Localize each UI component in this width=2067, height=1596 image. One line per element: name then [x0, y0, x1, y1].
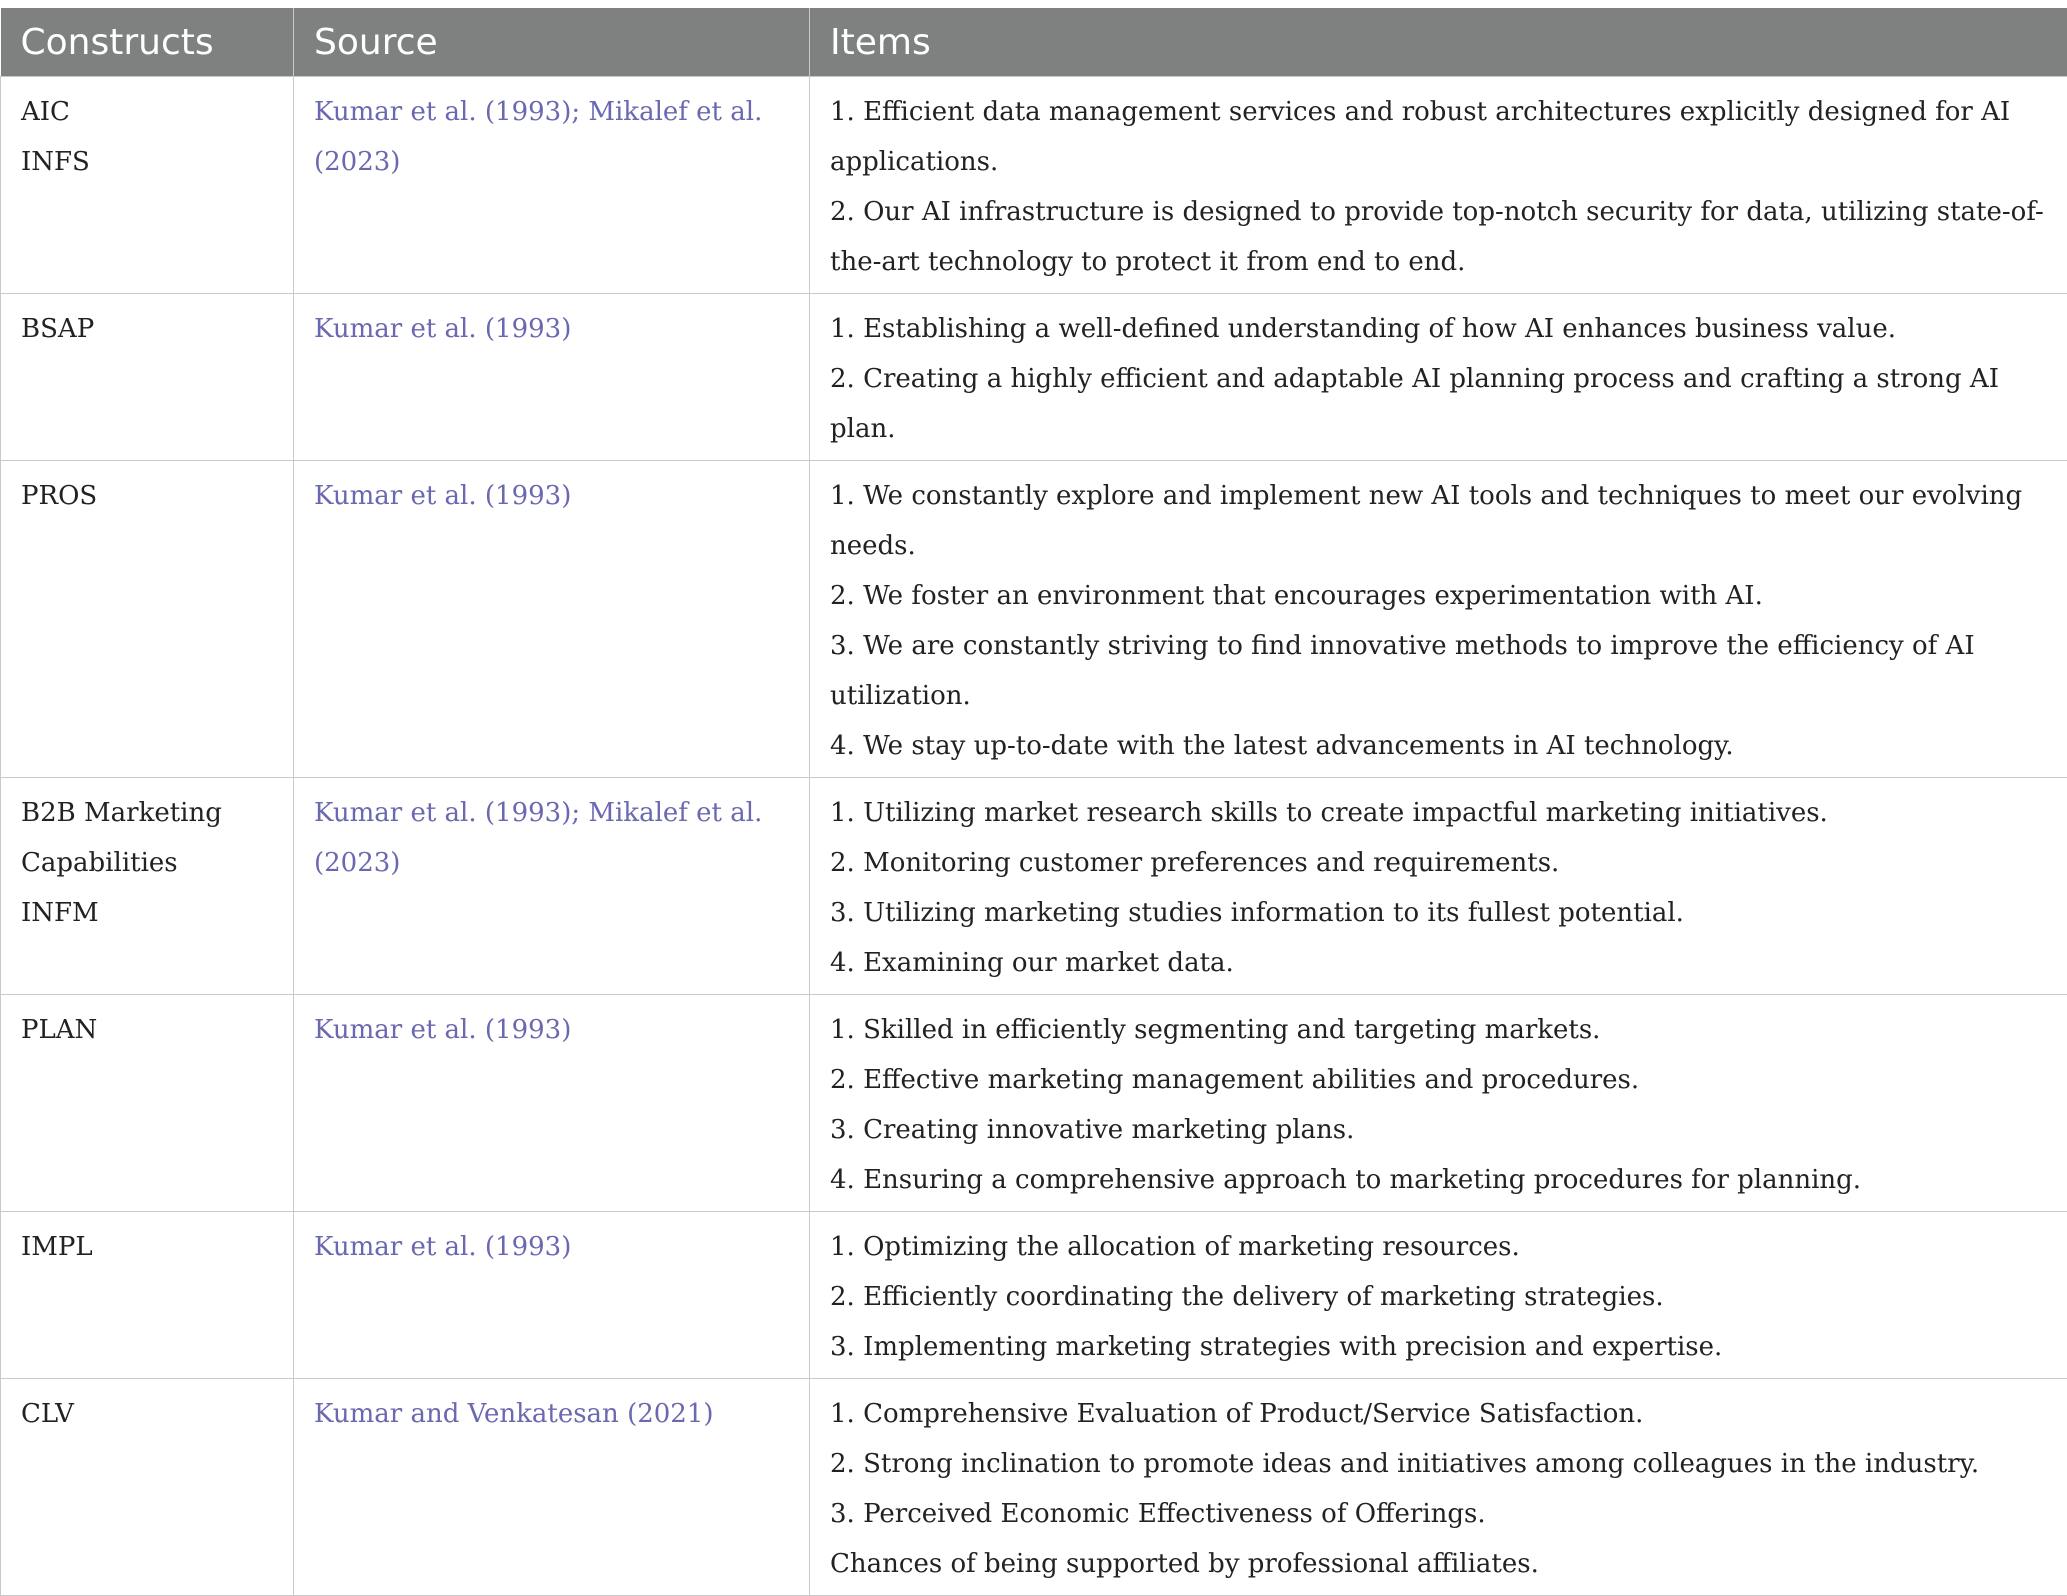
item-text: 3. Perceived Economic Effectiveness of Offerings. [830, 1489, 2047, 1539]
source-link[interactable]: Kumar et al. (1993) [314, 1015, 571, 1045]
source-cell [294, 1379, 810, 1596]
construct-cell [1, 461, 294, 778]
table-row [1, 1212, 2067, 1379]
source-link[interactable]: Kumar et al. (1993) [314, 314, 571, 344]
construct-label: AIC [21, 87, 273, 137]
source-link[interactable]: Kumar and Venkatesan (2021) [314, 1399, 714, 1429]
construct-cell [1, 294, 294, 461]
item-text: 2. Effective marketing management abilities and procedures. [830, 1055, 2047, 1105]
construct-label: PROS [21, 471, 273, 521]
item-text: 1. Optimizing the allocation of marketing resources. [830, 1222, 2047, 1272]
item-text: 4. Ensuring a comprehensive approach to marketing procedures for planning. [830, 1155, 2047, 1205]
table-row [1, 294, 2067, 461]
source-link[interactable]: Kumar et al. (1993) [314, 1232, 571, 1262]
source-cell [294, 1212, 810, 1379]
item-text: 1. We constantly explore and implement new AI tools and techniques to meet our evolving needs. [830, 471, 2047, 571]
construct-label: Capabilities [21, 838, 273, 888]
constructs-table [0, 8, 2067, 1596]
item-text: 3. Implementing marketing strategies with precision and expertise. [830, 1322, 2047, 1372]
item-text: 3. We are constantly striving to find innovative methods to improve the efficiency of AI utilization. [830, 621, 2047, 721]
item-text: 1. Efficient data management services and robust architectures explicitly designed for AI applications. [830, 87, 2047, 187]
construct-label: CLV [21, 1389, 273, 1439]
source-cell [294, 461, 810, 778]
item-text: 3. Utilizing marketing studies information to its fullest potential. [830, 888, 2047, 938]
items-cell [810, 1212, 2067, 1379]
construct-cell [1, 77, 294, 294]
construct-label: B2B Marketing [21, 788, 273, 838]
item-text: 2. Efficiently coordinating the delivery of marketing strategies. [830, 1272, 2047, 1322]
item-text: 4. Examining our market data. [830, 938, 2047, 988]
construct-cell [1, 995, 294, 1212]
construct-label: IMPL [21, 1222, 273, 1272]
item-text: 2. Creating a highly efficient and adaptable AI planning process and crafting a strong AI plan. [830, 354, 2047, 454]
item-text: 2. Strong inclination to promote ideas and initiatives among colleagues in the industry. [830, 1439, 2047, 1489]
items-cell [810, 1379, 2067, 1596]
header-row [1, 8, 2067, 77]
construct-label: INFM [21, 888, 273, 938]
item-text: 1. Skilled in efficiently segmenting and targeting markets. [830, 1005, 2047, 1055]
table-row [1, 1379, 2067, 1596]
table-row [1, 77, 2067, 294]
item-text: 1. Establishing a well-defined understanding of how AI enhances business value. [830, 304, 2047, 354]
header-source: Source [294, 8, 810, 77]
item-text: 1. Utilizing market research skills to create impactful marketing initiatives. [830, 788, 2047, 838]
construct-label: PLAN [21, 1005, 273, 1055]
construct-label: BSAP [21, 304, 273, 354]
item-text: 3. Creating innovative marketing plans. [830, 1105, 2047, 1155]
items-cell [810, 77, 2067, 294]
source-link[interactable]: Kumar et al. (1993) [314, 481, 571, 511]
item-text: 4. We stay up-to-date with the latest advancements in AI technology. [830, 721, 2047, 771]
source-link[interactable]: Kumar et al. (1993); Mikalef et al. (2023) [314, 97, 762, 177]
table-row [1, 461, 2067, 778]
items-cell [810, 461, 2067, 778]
construct-label: INFS [21, 137, 273, 187]
table-row [1, 778, 2067, 995]
item-text: 2. Monitoring customer preferences and requirements. [830, 838, 2047, 888]
construct-cell [1, 1379, 294, 1596]
items-cell [810, 995, 2067, 1212]
items-cell [810, 778, 2067, 995]
item-text: 2. Our AI infrastructure is designed to provide top-notch security for data, utilizing state-of-the-art technology to protect it from end to end. [830, 187, 2047, 287]
items-cell [810, 294, 2067, 461]
source-cell [294, 77, 810, 294]
source-cell [294, 294, 810, 461]
source-link[interactable]: Kumar et al. (1993); Mikalef et al. (2023) [314, 798, 762, 878]
header-items: Items [810, 8, 2067, 77]
construct-cell [1, 1212, 294, 1379]
item-text: 1. Comprehensive Evaluation of Product/Service Satisfaction. [830, 1389, 2047, 1439]
construct-cell [1, 778, 294, 995]
source-cell [294, 778, 810, 995]
table-row [1, 995, 2067, 1212]
source-cell [294, 995, 810, 1212]
header-constructs: Constructs [1, 8, 294, 77]
item-text: Chances of being supported by professional affiliates. [830, 1539, 2047, 1589]
item-text: 2. We foster an environment that encourages experimentation with AI. [830, 571, 2047, 621]
